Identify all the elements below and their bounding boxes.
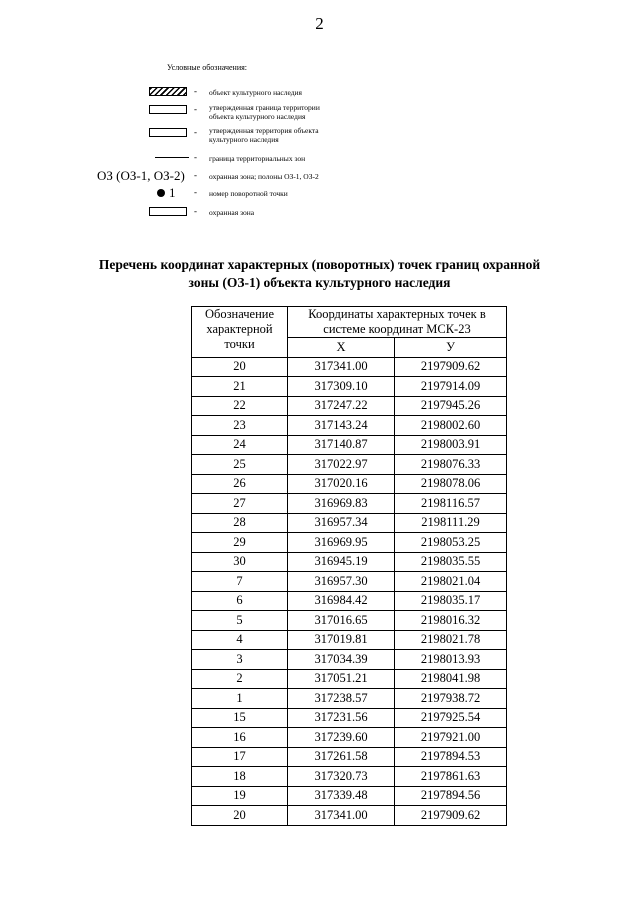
empty-box-symbol	[149, 207, 187, 216]
x-coordinate-cell: 317022.97	[288, 455, 395, 475]
y-coordinate-cell: 2197894.53	[395, 747, 507, 767]
table-row	[192, 435, 507, 455]
point-number-cell: 4	[192, 630, 288, 650]
legend-description: объект культурного наследия	[209, 88, 302, 97]
y-coordinate-cell: 2197925.54	[395, 708, 507, 728]
legend-dash: -	[194, 170, 197, 180]
table-row	[192, 591, 507, 611]
point-number-cell: 27	[192, 494, 288, 514]
x-coordinate-cell: 317231.56	[288, 708, 395, 728]
y-coordinate-cell: 2198035.17	[395, 591, 507, 611]
table-row	[192, 689, 507, 709]
x-coordinate-cell: 317261.58	[288, 747, 395, 767]
table-row	[192, 494, 507, 514]
legend-item-turning-point	[0, 184, 639, 204]
point-number-cell: 26	[192, 474, 288, 494]
legend-description: охранная зона; полоны ОЗ-1, ОЗ-2	[209, 172, 319, 181]
table-row	[192, 455, 507, 475]
y-coordinate-cell: 2198116.57	[395, 494, 507, 514]
y-coordinate-cell: 2198035.55	[395, 552, 507, 572]
column-header-y: У	[395, 338, 507, 358]
heading-line-1: Перечень координат характерных (поворотных) точек границ охранной	[98, 257, 541, 272]
x-coordinate-cell: 317339.48	[288, 786, 395, 806]
column-header-coordinates: Координаты характерных точек в системе координат МСК-23	[288, 307, 507, 338]
y-coordinate-cell: 2198111.29	[395, 513, 507, 533]
table-row	[192, 474, 507, 494]
zone-label-symbol: ОЗ (ОЗ-1, ОЗ-2)	[97, 168, 185, 183]
y-coordinate-cell: 2197914.09	[395, 377, 507, 397]
y-coordinate-cell: 2197945.26	[395, 396, 507, 416]
x-coordinate-cell: 317238.57	[288, 689, 395, 709]
x-coordinate-cell: 316969.95	[288, 533, 395, 553]
x-coordinate-cell: 317320.73	[288, 767, 395, 787]
point-number-cell: 20	[192, 806, 288, 826]
x-coordinate-cell: 317034.39	[288, 650, 395, 670]
point-number-cell: 16	[192, 728, 288, 748]
x-coordinate-cell: 316957.30	[288, 572, 395, 592]
point-number-cell: 29	[192, 533, 288, 553]
point-number-cell: 3	[192, 650, 288, 670]
point-number-cell: 25	[192, 455, 288, 475]
point-number-cell: 6	[192, 591, 288, 611]
x-coordinate-cell: 317019.81	[288, 630, 395, 650]
table-row	[192, 416, 507, 436]
table-row	[192, 650, 507, 670]
point-number-cell: 7	[192, 572, 288, 592]
coordinates-table-body	[192, 357, 507, 825]
x-coordinate-cell: 317341.00	[288, 806, 395, 826]
empty-box-symbol	[149, 128, 187, 137]
point-number-cell: 28	[192, 513, 288, 533]
x-coordinate-cell: 317140.87	[288, 435, 395, 455]
heading-line-2: зоны (ОЗ-1) объекта культурного наследия	[188, 275, 451, 290]
legend-description: граница территориальных зон	[209, 154, 306, 163]
x-coordinate-cell: 316969.83	[288, 494, 395, 514]
x-coordinate-cell: 317020.16	[288, 474, 395, 494]
table-row	[192, 377, 507, 397]
x-coordinate-cell: 316984.42	[288, 591, 395, 611]
table-row	[192, 630, 507, 650]
table-row	[192, 728, 507, 748]
x-coordinate-cell: 317143.24	[288, 416, 395, 436]
x-coordinate-cell: 317239.60	[288, 728, 395, 748]
y-coordinate-cell: 2197909.62	[395, 357, 507, 377]
point-number-cell: 17	[192, 747, 288, 767]
y-coordinate-cell: 2198021.78	[395, 630, 507, 650]
coordinates-table	[191, 306, 507, 826]
y-coordinate-cell: 2198002.60	[395, 416, 507, 436]
y-coordinate-cell: 2198016.32	[395, 611, 507, 631]
point-number-cell: 15	[192, 708, 288, 728]
y-coordinate-cell: 2198003.91	[395, 435, 507, 455]
y-coordinate-cell: 2197861.63	[395, 767, 507, 787]
legend-title: Условные обозначения:	[167, 63, 248, 72]
line-symbol	[155, 157, 189, 158]
point-number-cell: 30	[192, 552, 288, 572]
legend-item-zone-boundary	[0, 149, 639, 169]
table-row	[192, 572, 507, 592]
point-number-cell: 21	[192, 377, 288, 397]
legend-item-protection-zone	[0, 203, 639, 223]
table-row	[192, 747, 507, 767]
y-coordinate-cell: 2198078.06	[395, 474, 507, 494]
legend-dash: -	[194, 127, 197, 137]
legend-item-cultural-object	[0, 83, 639, 103]
point-number-cell: 1	[192, 689, 288, 709]
point-number-cell: 18	[192, 767, 288, 787]
y-coordinate-cell: 2197938.72	[395, 689, 507, 709]
x-coordinate-cell: 317051.21	[288, 669, 395, 689]
y-coordinate-cell: 2197921.00	[395, 728, 507, 748]
legend-description: утвержденная граница территории объекта культурного наследия	[209, 103, 320, 121]
table-row	[192, 669, 507, 689]
point-number-cell: 20	[192, 357, 288, 377]
legend-dash: -	[194, 187, 197, 197]
point-number-cell: 22	[192, 396, 288, 416]
x-coordinate-cell: 316957.34	[288, 513, 395, 533]
point-number-cell: 5	[192, 611, 288, 631]
legend-dash: -	[194, 104, 197, 114]
point-number-cell: 24	[192, 435, 288, 455]
table-row	[192, 611, 507, 631]
hatched-box-symbol	[149, 87, 187, 96]
table-row	[192, 767, 507, 787]
legend-item-approved-territory	[0, 124, 639, 144]
table-row	[192, 552, 507, 572]
table-row	[192, 513, 507, 533]
legend-description: охранная зона	[209, 208, 255, 217]
legend-dash: -	[194, 152, 197, 162]
legend-dash: -	[194, 206, 197, 216]
x-coordinate-cell: 317341.00	[288, 357, 395, 377]
y-coordinate-cell: 2198076.33	[395, 455, 507, 475]
table-row	[192, 357, 507, 377]
y-coordinate-cell: 2198041.98	[395, 669, 507, 689]
y-coordinate-cell: 2198021.04	[395, 572, 507, 592]
x-coordinate-cell: 317247.22	[288, 396, 395, 416]
table-row	[192, 533, 507, 553]
point-number-cell: 23	[192, 416, 288, 436]
empty-box-symbol	[149, 105, 187, 114]
x-coordinate-cell: 316945.19	[288, 552, 395, 572]
table-row	[192, 806, 507, 826]
y-coordinate-cell: 2198013.93	[395, 650, 507, 670]
legend-item-approved-boundary	[0, 101, 639, 121]
table-row	[192, 396, 507, 416]
y-coordinate-cell: 2197894.56	[395, 786, 507, 806]
x-coordinate-cell: 317016.65	[288, 611, 395, 631]
y-coordinate-cell: 2198053.25	[395, 533, 507, 553]
turning-point-symbol: 1	[157, 185, 176, 201]
y-coordinate-cell: 2197909.62	[395, 806, 507, 826]
document-heading	[0, 256, 639, 292]
point-number-cell: 2	[192, 669, 288, 689]
table-row	[192, 708, 507, 728]
x-coordinate-cell: 317309.10	[288, 377, 395, 397]
legend-dash: -	[194, 86, 197, 96]
legend-description: утвержденная территория объекта культурного наследия	[209, 126, 319, 144]
page-number: 2	[315, 14, 324, 33]
point-dot-icon	[157, 189, 165, 197]
legend-description: номер поворотной точки	[209, 189, 288, 198]
column-header-x: Х	[288, 338, 395, 358]
table-row	[192, 786, 507, 806]
point-number-cell: 19	[192, 786, 288, 806]
column-header-point: Обозначение характерной точки	[192, 307, 288, 358]
